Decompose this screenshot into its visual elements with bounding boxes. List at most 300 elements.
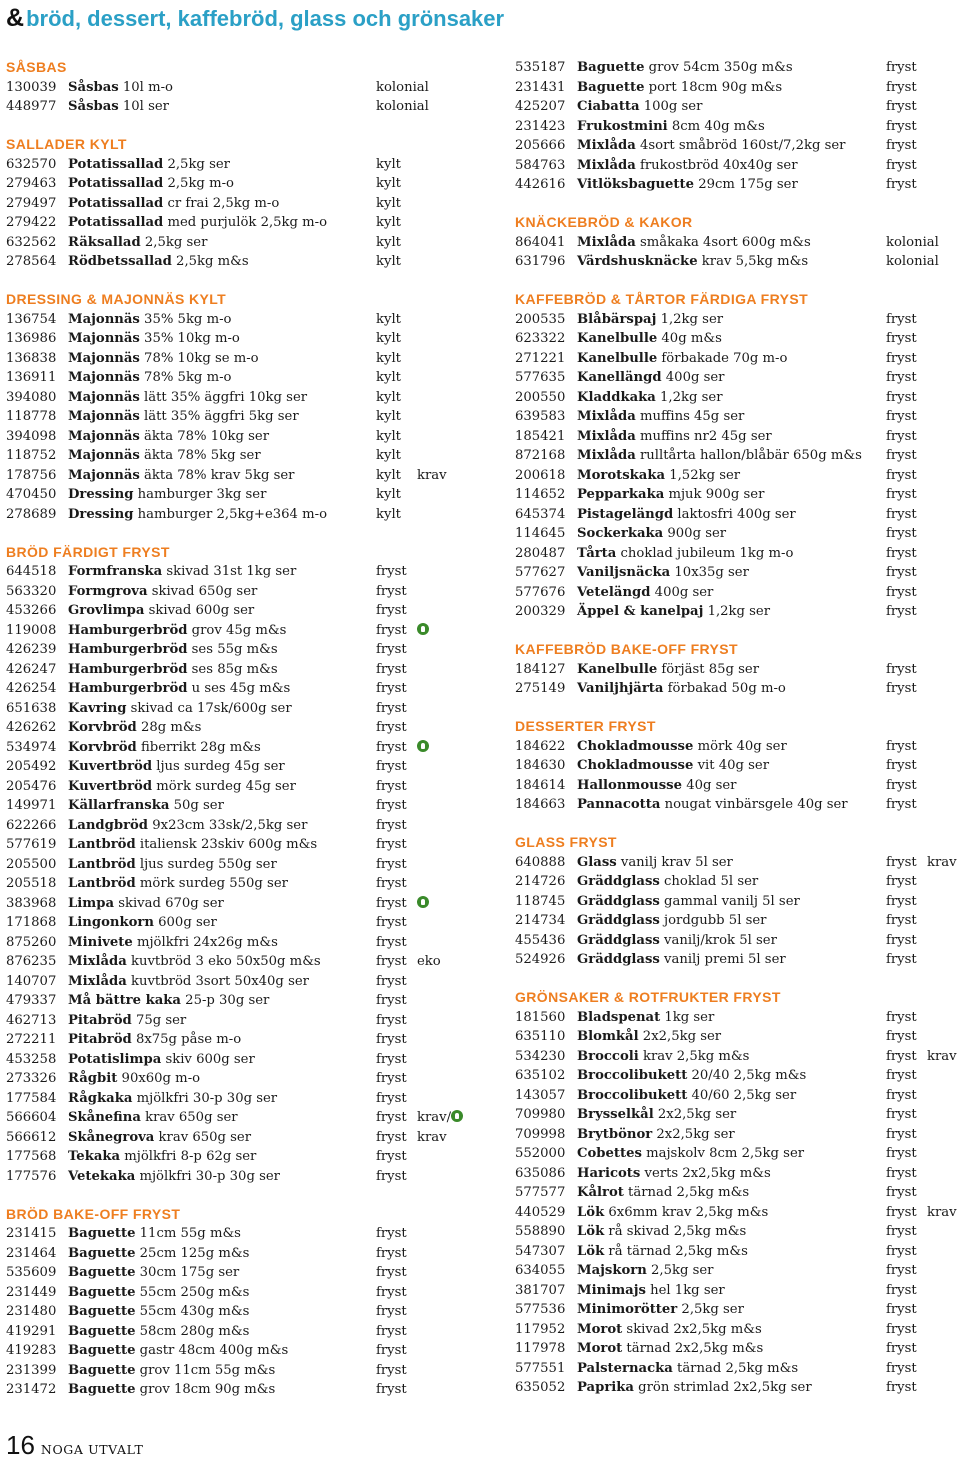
product-row [6,349,476,369]
section-title: DRESSING & MAJONNÄS KYLT [6,291,227,307]
product-name-bold: Rödbetssallad [68,254,172,269]
product-name [577,1047,749,1067]
storage-type: fryst [886,350,917,366]
storage-type: fryst [376,642,407,657]
product-row [6,777,476,797]
product-row [515,1281,955,1301]
product-name-bold: Må bättre kaka [68,993,181,1008]
article-number: 214734 [515,913,566,928]
certification-text: krav [417,1129,447,1145]
certification-label [417,894,429,914]
product-name-bold: Mixlåda [577,157,636,173]
product-name [577,544,793,564]
product-name-bold: Brytbönor [577,1126,653,1142]
product-description: förbakade 70g m-o [657,350,788,366]
storage-type: kylt [376,448,401,463]
product-row [6,991,476,1011]
article-number: 419283 [6,1343,57,1358]
storage-type: fryst [376,993,407,1008]
product-row [6,1108,476,1128]
product-name-bold: Lök [577,1243,605,1259]
product-name-bold: Baguette [68,1284,136,1300]
article-number: 442616 [515,177,566,192]
product-description: grön strimlad 2x2,5kg ser [633,1380,812,1395]
article-number: 534974 [6,739,57,755]
product-row [515,446,955,466]
storage-type: fryst [886,467,917,483]
product-name-bold: Majonnäs [68,350,140,366]
article-number: 566604 [6,1110,57,1125]
product-row [515,563,955,583]
product-name [577,427,772,447]
storage-type: fryst [376,915,407,930]
storage-type: fryst [886,177,917,192]
product-name-bold: Äppel & kanelpaj [577,604,704,619]
product-description: tärnad 2,5kg m&s [623,1185,750,1200]
storage-type: fryst [886,932,917,948]
product-description: skivad 670g ser [114,895,224,911]
storage-type: fryst [376,759,407,774]
storage-type: fryst [886,1380,917,1395]
storage-type: kylt [376,370,401,385]
article-number: 440529 [515,1204,566,1220]
product-name [577,1086,796,1106]
product-name [68,329,240,349]
product-name [68,349,259,369]
product-row [6,855,476,875]
product-name-bold: Potatissallad [68,215,164,230]
product-row [6,1322,476,1342]
certification-label [417,1128,447,1148]
product-row [515,1144,955,1164]
product-name [68,233,207,253]
article-number: 524926 [515,952,566,967]
storage-type: fryst [376,622,407,638]
product-name [577,368,724,388]
certification-label [927,853,957,873]
product-name [577,1281,725,1301]
product-name [68,368,231,388]
product-name [577,1261,713,1281]
storage-type: fryst [376,934,407,950]
product-name-bold: Lantbröd [68,837,136,852]
product-description: 2,5kg m-o [163,176,234,191]
storage-type: fryst [886,1009,917,1025]
article-number: 184614 [515,777,566,793]
product-row [6,194,476,214]
product-row [6,427,476,447]
product-row [515,117,955,137]
product-row [515,544,955,564]
article-number: 535187 [515,60,566,75]
product-description: 28g m&s [136,720,202,735]
product-name-bold: Majonnäs [68,448,140,463]
product-name [577,660,759,680]
product-description: 400g ser [650,584,714,600]
product-description: jordgubb 5l ser [659,913,767,928]
product-row [515,892,955,912]
product-row [6,407,476,427]
product-name-bold: Hamburgerbröd [68,661,188,677]
product-row [6,485,476,505]
product-name [68,640,278,660]
product-name [68,757,285,777]
article-number: 278689 [6,506,57,522]
product-description: laktosfri 400g ser [673,506,796,522]
article-number: 639583 [515,409,566,424]
product-description: hel 1kg ser [645,1282,725,1298]
product-name [577,1320,762,1340]
product-description: choklad jubileum 1kg m-o [616,545,794,561]
storage-type: fryst [376,876,407,891]
product-name-bold: Potatissallad [68,176,164,191]
storage-type: fryst [886,681,917,696]
product-name [68,213,327,233]
product-name [577,1164,771,1184]
product-name-bold: Majonnäs [68,409,140,424]
product-name-bold: Gräddglass [577,932,660,948]
storage-type: fryst [886,874,917,889]
product-description: skivad ca 17sk/600g ser [126,700,292,716]
product-description: 9x23cm 33sk/2,5kg ser [148,817,308,833]
storage-type: fryst [376,1245,407,1261]
product-name [68,562,296,582]
storage-type: fryst [376,1226,407,1241]
product-name [577,795,848,815]
product-name-bold: Baguette [68,1362,136,1378]
product-name-bold: Majonnäs [68,428,140,444]
product-description: lätt 35% äggfri 5kg ser [139,409,299,424]
product-name [68,621,286,641]
product-name [577,1144,804,1164]
product-name-bold: Sockerkaka [577,526,664,541]
product-row [6,874,476,894]
article-number: 577635 [515,370,566,385]
article-number: 584763 [515,157,566,173]
article-number: 149971 [6,798,57,813]
storage-type: fryst [886,1360,917,1376]
article-number: 136911 [6,370,57,385]
product-name-bold: Lök [577,1204,605,1220]
product-row [6,913,476,933]
product-name-bold: Kålrot [577,1185,624,1200]
product-row [6,894,476,914]
article-number: 426254 [6,681,57,696]
storage-type: fryst [886,893,917,909]
product-name-bold: Mixlåda [577,234,636,250]
product-row [515,1320,955,1340]
right-column [515,58,955,1416]
product-description: 1,52kg ser [665,467,741,483]
product-name [68,894,224,914]
product-name-bold: Kanelbulle [577,350,658,366]
certification-label [927,1047,957,1067]
product-row [515,660,955,680]
product-name [68,718,201,738]
product-description: skivad 2x2,5kg m&s [622,1321,762,1337]
article-number: 651638 [6,700,57,716]
product-name [68,582,257,602]
storage-type: fryst [886,1107,917,1122]
product-name-bold: Mixlåda [68,954,127,969]
product-description: gastr 48cm 400g m&s [135,1343,289,1358]
product-name [577,602,770,622]
product-name [577,388,723,408]
article-number: 644518 [6,564,57,579]
article-number: 177584 [6,1090,57,1106]
storage-type: kylt [376,487,401,502]
product-row [6,1341,476,1361]
article-number: 640888 [515,854,566,870]
product-name [68,1283,249,1303]
article-number: 577536 [515,1302,566,1317]
article-number: 117978 [515,1341,566,1356]
product-section [515,717,955,815]
product-name-bold: Vetekaka [68,1168,136,1184]
section-title: KAFFEBRÖD BAKE-OFF FRYST [515,641,738,657]
storage-type: fryst [376,720,407,735]
article-number: 635110 [515,1029,566,1044]
product-description: rå skivad 2,5kg m&s [604,1224,747,1239]
product-name-bold: Skånegrova [68,1129,155,1145]
storage-type: fryst [376,1304,407,1319]
article-number: 453266 [6,603,57,618]
product-row [515,310,955,330]
product-row [515,776,955,796]
product-section [6,290,476,524]
product-name [68,952,321,972]
product-description: krav 2,5kg m&s [638,1048,750,1064]
product-name-bold: Baguette [68,1304,136,1319]
product-row [6,1147,476,1167]
product-description: mjölkfri 30-p 30g ser [135,1168,280,1184]
product-name [577,485,764,505]
product-name-bold: Mixlåda [577,138,636,153]
product-section [6,543,476,1187]
product-name-bold: Broccoli [577,1048,639,1064]
product-name-bold: Morot [577,1341,623,1356]
product-section [515,290,955,622]
product-description: 78% 5kg m-o [139,370,232,385]
product-name [68,1380,275,1400]
product-description: grov 11cm 55g m&s [135,1362,276,1378]
product-name-bold: Lingonkorn [68,915,154,930]
product-section [515,58,955,195]
product-description: mjuk 900g ser [664,487,765,502]
product-name-bold: Blomkål [577,1029,639,1044]
storage-type: fryst [376,895,407,911]
product-name-bold: Vetelängd [577,584,651,600]
storage-type: kylt [376,389,401,405]
product-name [577,136,846,156]
product-name [577,1203,768,1223]
product-description: förbakad 50g m-o [663,681,786,696]
product-name [68,1030,241,1050]
article-number: 552000 [515,1146,566,1161]
product-description: 2,5kg ser [646,1263,714,1278]
product-description: 20/40 2,5kg m&s [687,1068,807,1083]
article-number: 455436 [515,932,566,948]
storage-type: kylt [376,506,401,522]
product-name [68,1302,249,1322]
product-name-bold: Såsbas [68,99,119,114]
certification-text: krav [927,1048,957,1064]
article-number: 547307 [515,1243,566,1259]
product-name-bold: Baguette [68,1245,136,1261]
product-section [6,1205,476,1400]
storage-type: fryst [886,738,917,754]
storage-type: fryst [886,854,917,870]
product-name [577,446,862,466]
product-description: muffins 45g ser [635,409,745,424]
certification-label [417,952,441,972]
product-name-bold: Rågbit [68,1071,118,1086]
product-row [6,446,476,466]
product-name [577,853,733,873]
product-row [515,1203,955,1223]
product-description: cr frai 2,5kg m-o [163,195,280,211]
product-description: tärnad 2,5kg m&s [672,1360,799,1376]
product-description: 2x2,5kg ser [638,1029,722,1044]
product-name-bold: Baguette [577,60,645,75]
storage-type: fryst [886,1243,917,1259]
product-name-bold: Tårta [577,545,617,561]
product-name [68,1128,251,1148]
product-row [6,1050,476,1070]
storage-type: kylt [376,467,401,483]
product-row [515,1183,955,1203]
product-name-bold: Mixlåda [577,448,636,463]
product-name-bold: Formgrova [68,583,148,599]
product-description: 10x35g ser [670,565,749,580]
product-row [6,213,476,233]
product-name [577,911,766,931]
product-row [6,1030,476,1050]
product-row [515,78,955,98]
product-description: vanilj premi 5l ser [659,952,786,967]
article-number: 271221 [515,350,566,366]
article-number: 272211 [6,1032,57,1047]
eco-label-icon [417,896,429,908]
product-name [68,194,279,214]
product-name-bold: Majonnäs [68,370,140,385]
article-number: 426247 [6,661,57,677]
product-row [6,1244,476,1264]
article-number: 635102 [515,1068,566,1083]
article-number: 130039 [6,79,57,95]
article-number: 231449 [6,1284,57,1300]
article-number: 184127 [515,661,566,677]
product-description: 2x2,5kg ser [653,1107,737,1122]
storage-type: fryst [886,565,917,580]
product-row [515,1125,955,1145]
storage-type: fryst [886,797,917,812]
product-row [515,1086,955,1106]
product-description: 30cm 175g ser [135,1265,240,1280]
product-description: 1,2kg ser [703,604,771,619]
article-number: 383968 [6,895,57,911]
product-row [6,1263,476,1283]
product-description: 11cm 55g m&s [135,1226,241,1241]
product-name [68,466,294,486]
certification-text: eko [417,954,441,969]
article-number: 535609 [6,1265,57,1280]
product-row [515,58,955,78]
article-number: 118778 [6,409,57,424]
product-name [68,1069,200,1089]
storage-type: fryst [886,118,917,134]
product-row [6,699,476,719]
article-number: 632570 [6,156,57,172]
product-description: mörk surdeg 45g ser [152,778,296,794]
storage-type: fryst [376,1051,407,1067]
storage-type: fryst [376,856,407,872]
product-name [577,1222,746,1242]
product-description: verts 2x2,5kg m&s [640,1165,771,1181]
eco-label-icon [451,1110,463,1122]
title-ampersand: & [6,4,25,32]
article-number: 279463 [6,176,57,191]
product-description: tärnad 2x2,5kg m&s [622,1341,764,1356]
storage-type: fryst [376,603,407,618]
product-name-bold: Lantbröd [68,876,136,891]
article-number: 119008 [6,622,57,638]
product-name [577,737,787,757]
product-row [6,621,476,641]
product-name-bold: Potatissallad [68,156,164,172]
storage-type: fryst [886,1029,917,1044]
product-section [6,135,476,272]
product-name-bold: Mixlåda [577,428,636,444]
storage-type: fryst [886,1263,917,1278]
product-description: 35% 5kg m-o [139,311,232,327]
storage-type: fryst [886,60,917,75]
article-number: 231415 [6,1226,57,1241]
article-number: 875260 [6,934,57,950]
product-name [577,117,765,137]
product-description: 2,5kg ser [140,234,208,250]
certification-label [417,738,429,758]
product-name-bold: Chokladmousse [577,738,694,754]
article-number: 470450 [6,487,57,502]
product-description: 40g m&s [657,331,722,346]
storage-type: fryst [376,681,407,696]
product-description: choklad 5l ser [659,874,759,889]
article-number: 205518 [6,876,57,891]
product-name-bold: Bladspenat [577,1009,661,1025]
product-description: skivad 31st 1kg ser [162,564,297,579]
product-row [6,582,476,602]
section-title: KAFFEBRÖD & TÅRTOR FÄRDIGA FRYST [515,291,809,307]
product-name [68,485,266,505]
article-number: 171868 [6,915,57,930]
certification-label [927,1203,957,1223]
product-name-bold: Kuvertbröd [68,778,153,794]
article-number: 118745 [515,893,566,909]
product-description: 600g ser [153,915,217,930]
product-row [515,136,955,156]
product-description: 1kg ser [660,1009,715,1025]
product-name-bold: Formfranska [68,564,163,579]
product-row [515,756,955,776]
product-row [6,1361,476,1381]
product-name [68,1263,239,1283]
product-name [577,776,736,796]
storage-type: fryst [886,1126,917,1142]
product-name [68,1108,238,1128]
article-number: 279497 [6,195,57,211]
product-name-bold: Baguette [577,79,645,95]
